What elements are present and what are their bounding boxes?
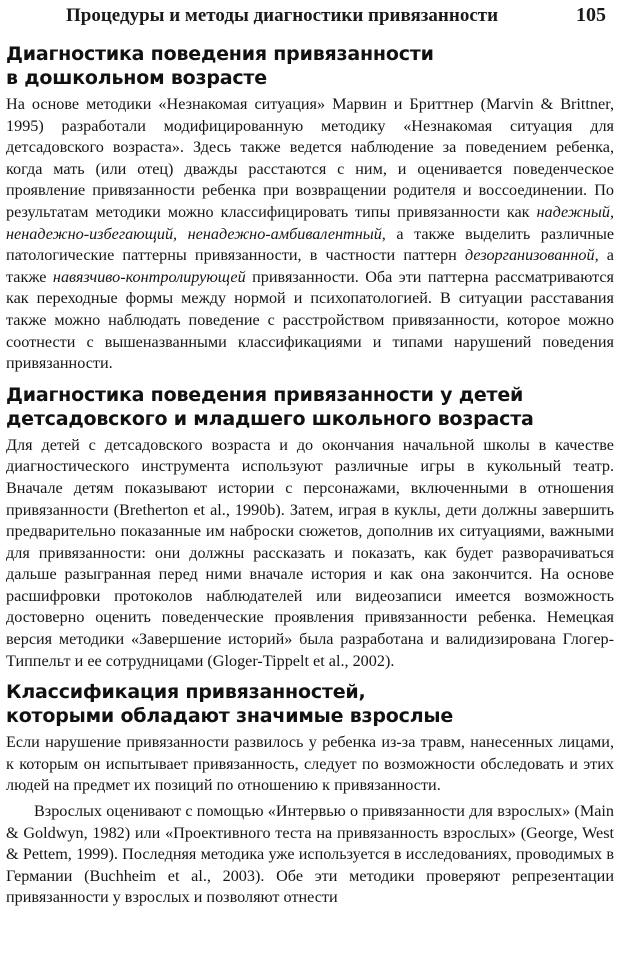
- paragraph-adults-1: Если нарушение привязанности развилось у ребенка из-за травм, нанесенных лицами, к которым он испытывает привязанность, следует по возможности обследовать и этих людей на предмет их позиций по отношению к привязанности.: [6, 733, 614, 795]
- paragraph-text: привязанности. Оба эти паттерна рассматриваются как переходные формы между нормой и психопатологией. В ситуации расставания также можно наблюдать поведение с расстройством привязанности, которое можно соотнести с вышеназванными классификациями и типами нарушений поведения привязанности.: [6, 267, 614, 373]
- paragraph-adults-2: Взрослых оценивают с помощью «Интервью о привязанности для взрослых» (Main & Goldwyn, 1982) или «Проективного теста на привязанность взрослых» (George, West & Pettem, 1999). Последняя методика уже используется в исследованиях, проводимых в Германии (Buchheim et al., 2003). Обе эти методики проверяют репрезентации привязанности у взрослых и позволяют отнести: [6, 802, 614, 907]
- paragraph-text: На основе методики «Незнакомая ситуация» Марвин и Бриттнер (Marvin & Brittner, 1995) разработали модифицированную методику «Незнакомая ситуация для детсадовского возраста». Здесь также ведется наблюдение за поведением ребенка, когда мать (или отец) дважды расстаются с ним, и оценивается поведенческое проявление привязанности ребенка при возвращении родителя и воссоединении. По результатам методики можно классифицировать типы привязанности как: [6, 95, 614, 221]
- running-header: [6, 0, 614, 34]
- italic-disorganized: дезорганизованной,: [464, 246, 599, 265]
- italic-controlling: навязчиво-контролирующей: [52, 267, 246, 286]
- section-heading-adults: [6, 680, 614, 728]
- section-heading-line: Диагностика поведения привязанности у детей: [6, 383, 524, 406]
- paragraph-text: а также: [6, 246, 614, 286]
- paragraph-school-age: Для детей с детсадовского возраста и до окончания начальной школы в качестве диагностического инструмента используют различные игры в кукольный театр. Вначале детям показывают истории с персонажами, включенными в отношения привязанности (Bretherton et al., 1990b). Затем, играя в куклы, дети должны завершить предварительно показанные им наброски сюжетов, дополнив их ситуациями, важными для привязанности: они должны рассказать и показать, как будет разворачиваться дальше разыгранная перед ними вначале история и как она закончится. На основе расшифровки протоколов наблюдателей или видеозаписи имеется возможность достоверно оценить поведенческие проявления привязанности ребенка. Немецкая версия методики «Завершение историй» была разработана и валидизирована Глогер-Типпельт и ее сотрудницами (Gloger-Tippelt et al., 2002).: [6, 435, 614, 670]
- section-heading-preschool: [6, 42, 614, 90]
- section-heading-school-age: [6, 383, 614, 431]
- section-heading-line: которыми обладают значимые взрослые: [6, 705, 454, 728]
- section-heading-line: в дошкольном возрасте: [6, 67, 267, 89]
- page-number: 105: [576, 4, 606, 26]
- paragraph-preschool: [6, 94, 614, 375]
- section-heading-line: Диагностика поведения привязанности: [6, 43, 434, 65]
- paragraph-text: а также выделить различные патологические паттерны привязанности, в частности паттерн: [6, 224, 614, 265]
- section-heading-line: детсадовского и младшего школьного возраста: [6, 407, 534, 430]
- section-heading-line: Классификация привязанностей,: [6, 681, 366, 704]
- running-title: Процедуры и методы диагностики привязанности: [66, 5, 499, 26]
- italic-attachment-types: надежный, ненадежно-избегающий, ненадежно-амбивалентный,: [6, 202, 614, 243]
